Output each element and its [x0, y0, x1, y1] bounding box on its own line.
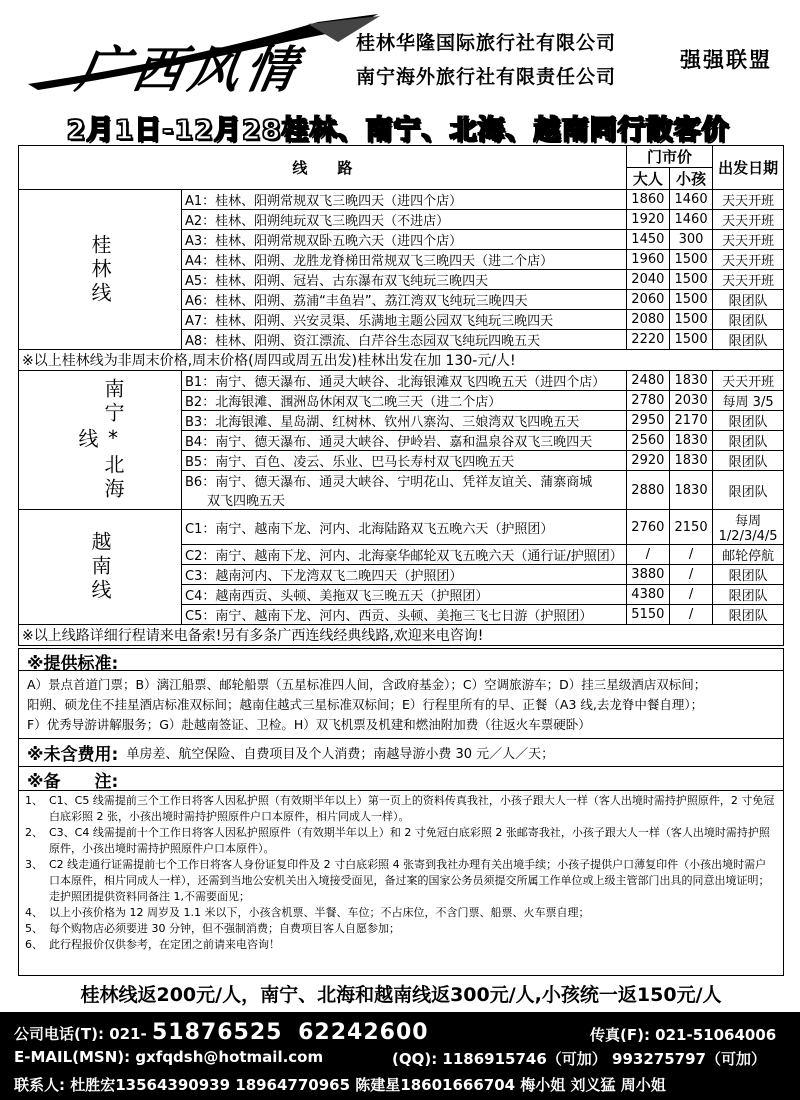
date-cell: 天天开班 [713, 270, 784, 290]
date-cell: 限团队 [713, 411, 784, 431]
routes-body [19, 190, 784, 646]
child-cell: 2170 [669, 411, 712, 431]
logo [18, 12, 388, 99]
company-name-1: 桂林华隆国际旅行社有限公司 [356, 32, 617, 54]
date-cell: 天天开班 [713, 371, 784, 391]
remark-text: C2 线走通行证需提前七个工作日将客人身份证复印件及 2 寸白底彩照 4 张寄到我社办理有关出境手续；小孩子提供户口薄复印件（小孩出境时需户口本原件，相片同成人一样），还需到当地公安机关出入境接受面见，备过案的国家公务员须提交所属工作单位或上级主管部门出具的同意出境证明；走护照团提供资料同备注 1,不需要面见； [49, 858, 770, 903]
adult-cell: 2040 [626, 270, 669, 290]
date-cell: 每周 3/5 [713, 391, 784, 411]
header [0, 0, 800, 100]
group-label: 桂林线 [19, 190, 182, 350]
remark-item [25, 921, 777, 937]
refund-line: 桂林线返200元/人，南宁、北海和越南线返300元/人,小孩统一返150元/人 [80, 984, 722, 1006]
route-text: C1：南宁、越南下龙、河内、北海陆路双飞五晚六天（护照团） [185, 521, 554, 537]
child-cell: 1500 [669, 330, 712, 350]
adult-cell: 2880 [626, 471, 669, 510]
phone-number-1: 51876525 [151, 1020, 283, 1045]
date-cell: 限团队 [713, 290, 784, 310]
adult-cell: 5150 [626, 605, 669, 625]
standards-line: 阳朔、硕龙住不挂星酒店标准双标间；越南住越式三星标准双标间；E）行程里所有的早、正餐（A3 线,去龙脊中餐自理）； [27, 697, 704, 712]
phone-label: 公司电话(T): [14, 1025, 104, 1043]
email-row [14, 1048, 323, 1066]
route-text-cont: 双飞四晚五天 [207, 494, 286, 509]
route-text: A2：桂林、阳朔纯玩双飞三晚四天（不进店） [185, 214, 450, 229]
route-text: B3：北海银滩、星岛湖、红树林、钦州八寨沟、三娘湾双飞四晚五天 [185, 415, 580, 430]
date-cell: 天天开班 [713, 210, 784, 230]
standards-section [18, 670, 784, 738]
date-cell: 天天开班 [713, 250, 784, 270]
route-text: A6：桂林、阳朔、荔浦“丰鱼岩”、荔江湾双飞纯玩三晚四天 [185, 294, 528, 309]
date-cell: 邮轮停航 [713, 545, 784, 565]
route-text: C2：南宁、越南下龙、河内、北海豪华邮轮双飞五晚六天（通行证/护照团） [185, 549, 623, 564]
remark-text: 此行程报价仅供参考，在定团之前请来电咨询！ [49, 938, 280, 951]
remarks-title: ※备 注: [27, 772, 119, 792]
note-row [19, 350, 784, 371]
adult-cell: / [626, 545, 669, 565]
date-cell: 天天开班 [713, 190, 784, 210]
remarks-list [19, 791, 783, 955]
col-date-header: 出发日期 [713, 146, 784, 190]
note-text: ※以上桂林线为非周末价格,周末价格(周四或周五出发)桂林出发在加 130-元/人! [19, 350, 784, 371]
route-cell [182, 545, 627, 565]
child-cell: 1460 [669, 210, 712, 230]
footer [0, 1012, 800, 1100]
route-text: A8：桂林、阳朔、资江漂流、白芹谷生态园双飞纯玩四晚五天 [185, 334, 541, 349]
remark-number: 5、 [25, 922, 43, 935]
adult-cell: 2480 [626, 371, 669, 391]
date-cell: 限团队 [713, 431, 784, 451]
note-text: ※以上线路详细行程请来电备索!另有多条广西连线经典线路,欢迎来电咨询! [19, 625, 784, 646]
child-cell: 1830 [669, 451, 712, 471]
qq-numbers: (QQ): 1186915746（可加） 993275797（可加） [392, 1050, 766, 1068]
route-cell [182, 330, 627, 350]
remark-number: 1、 [25, 794, 43, 807]
adult-cell: 2560 [626, 431, 669, 451]
adult-cell: 2060 [626, 290, 669, 310]
standards-title: ※提供标准: [27, 654, 119, 674]
table-row [19, 190, 784, 210]
date-cell: 限团队 [713, 310, 784, 330]
remark-text: C3、C4 线需提前十个工作日将客人因私护照原件（有效期半年以上）和 2 寸免冠白底彩照 2 张邮寄我社，小孩子跟大人一样（客人出境时需持护照原件，小孩出境时需持护照原件户口本原件）。 [49, 826, 770, 855]
standards-line: F）优秀导游讲解服务；G）赴越南签证、卫检。H）双飞机票及机建和燃油附加费（往返火车票硬卧） [27, 717, 591, 732]
logo-text: 广西风情 [72, 40, 307, 99]
date-cell: 限团队 [713, 605, 784, 625]
child-cell: 1500 [669, 250, 712, 270]
route-cell [182, 431, 627, 451]
adult-cell: 4380 [626, 585, 669, 605]
child-cell: 1830 [669, 471, 712, 510]
remark-number: 4、 [25, 906, 43, 919]
route-text: B6：南宁、德天瀑布、通灵大峡谷、宁明花山、凭祥友谊关、蒲寨商城 [185, 475, 593, 490]
route-cell [182, 471, 627, 510]
route-cell [182, 565, 627, 585]
route-cell [182, 230, 627, 250]
remark-item [25, 793, 777, 825]
col-child-header: 小孩 [669, 168, 712, 190]
title-banner [38, 108, 758, 144]
date-cell: 限团队 [713, 471, 784, 510]
date-cell: 限团队 [713, 565, 784, 585]
company-name-2: 南宁海外旅行社有限责任公司 [356, 66, 617, 88]
remark-item [25, 857, 777, 905]
date-cell: 天天开班 [713, 230, 784, 250]
remark-number: 2、 [25, 826, 43, 839]
child-cell: 1500 [669, 270, 712, 290]
route-cell [182, 510, 627, 545]
route-text: B1：南宁、德天瀑布、通灵大峡谷、北海银滩双飞四晚五天（进四个店） [185, 375, 606, 390]
contacts: 联系人: 杜胜宏13564390939 18964770965 陈建星18601666704 梅小姐 刘义猛 周小姐 [14, 1076, 666, 1094]
adult-cell: 3880 [626, 565, 669, 585]
remark-number: 3、 [25, 858, 43, 871]
remark-number: 6、 [25, 938, 43, 951]
remark-text: C1、C5 线需提前三个工作日将客人因私护照（有效期半年以上）第一页上的资料传真我社，小孩子跟大人一样（客人出境时需持护照原件，2 寸免冠白底彩照 2 张，小孩出境时需持护照原件户口本原件，相片同成人一样）。 [49, 794, 775, 823]
route-cell [182, 391, 627, 411]
child-cell: / [669, 605, 712, 625]
child-cell: 300 [669, 230, 712, 250]
fax: 传真(F): 021-51064006 [590, 1026, 777, 1044]
date-cell: 每周 1/2/3/4/5 [713, 510, 784, 545]
email-address: gxfqdsh@hotmail.com [135, 1048, 324, 1066]
table-row [19, 510, 784, 545]
child-cell: 1460 [669, 190, 712, 210]
adult-cell: 2780 [626, 391, 669, 411]
remarks-title-row [18, 766, 784, 790]
route-cell [182, 210, 627, 230]
phone-prefix: 021- [109, 1025, 147, 1043]
route-text: A4：桂林、阳朔、龙胜龙脊梯田常规双飞三晚四天（进二个店） [185, 254, 554, 269]
route-text: C4：越南西贡、头顿、美拖双飞三晚五天（护照团） [185, 589, 489, 604]
remark-text: 每个购物店必须要进 30 分钟，但不强制消费；自费项目客人自愿参加； [49, 922, 400, 935]
col-price-header: 门市价 [626, 146, 712, 168]
note-row [19, 625, 784, 646]
route-cell [182, 290, 627, 310]
date-cell: 限团队 [713, 585, 784, 605]
child-cell: / [669, 565, 712, 585]
adult-cell: 1960 [626, 250, 669, 270]
email-label: E-MAIL(MSN): [14, 1048, 131, 1066]
banner-title: 2月1日-12月28桂林、南宁、北海、越南同行散客价 [66, 115, 730, 146]
route-cell [182, 411, 627, 431]
route-cell [182, 190, 627, 210]
child-cell: 1500 [669, 310, 712, 330]
remarks-section [18, 790, 784, 976]
alliance-label: 强强联盟 [680, 48, 772, 72]
route-text: B4：南宁、德天瀑布、通灵大峡谷、伊岭岩、嘉和温泉谷双飞三晚四天 [185, 435, 593, 450]
col-route-header: 线 路 [19, 146, 627, 190]
child-cell: 2030 [669, 391, 712, 411]
child-cell: 1830 [669, 431, 712, 451]
route-text: A3：桂林、阳朔常规双卧五晚六天（进四个店） [185, 234, 463, 249]
phone-number-2: 62242600 [298, 1020, 429, 1045]
child-cell: / [669, 545, 712, 565]
child-cell: 1830 [669, 371, 712, 391]
adult-cell: 1920 [626, 210, 669, 230]
remark-item [25, 937, 777, 953]
route-text: B5：南宁、百色、凌云、乐业、巴马长寿村双飞四晚五天 [185, 455, 515, 470]
adult-cell: 2220 [626, 330, 669, 350]
route-cell [182, 310, 627, 330]
route-cell [182, 250, 627, 270]
date-cell: 限团队 [713, 330, 784, 350]
remark-text: 以上小孩价格为 12 周岁及 1.1 米以下，小孩含机票、半餐、车位；不占床位，不含门票、船票、火车票自理； [49, 906, 590, 919]
adult-cell: 2920 [626, 451, 669, 471]
adult-cell: 2950 [626, 411, 669, 431]
adult-cell: 2080 [626, 310, 669, 330]
child-cell: / [669, 585, 712, 605]
date-cell: 限团队 [713, 451, 784, 471]
standards-line: A）景点首道门票；B）漓江船票、邮轮船票（五星标准四人间，含政府基金）；C）空调旅游车；D）挂三星级酒店双标间； [27, 677, 707, 692]
adult-cell: 2760 [626, 510, 669, 545]
child-cell: 2150 [669, 510, 712, 545]
route-text: C3：越南河内、下龙湾双飞二晚四天（护照团） [185, 569, 463, 584]
route-text: A7：桂林、阳朔、兴安灵渠、乐满地主题公园双飞纯玩三晚四天 [185, 314, 554, 329]
route-cell [182, 451, 627, 471]
remark-item [25, 825, 777, 857]
phone-row [14, 1020, 429, 1045]
route-cell [182, 270, 627, 290]
fees-title: ※未含费用: [27, 745, 119, 765]
route-cell [182, 605, 627, 625]
routes-table [18, 145, 784, 646]
adult-cell: 1450 [626, 230, 669, 250]
route-text: B2：北海银滩、涠洲岛休闲双飞二晚三天（进二个店） [185, 395, 502, 410]
remark-item [25, 905, 777, 921]
route-text: C5：南宁、越南下龙、河内、西贡、头顿、美拖三飞七日游（护照团） [185, 609, 593, 624]
route-text: A1：桂林、阳朔常规双飞三晚四天（进四个店） [185, 194, 463, 209]
col-adult-header: 大人 [626, 168, 669, 190]
group-label: 南宁*北海线 [19, 371, 182, 510]
route-text: A5：桂林、阳朔、冠岩、古东瀑布双飞纯玩三晚四天 [185, 274, 489, 289]
adult-cell: 1860 [626, 190, 669, 210]
route-cell [182, 585, 627, 605]
standards-title-row [18, 648, 784, 674]
table-row [19, 371, 784, 391]
fees-text: 单房差、航空保险、自费项目及个人消费；南越导游小费 30 元／人／天； [126, 747, 555, 762]
routes-table-wrap [18, 145, 784, 646]
fees-section [18, 738, 784, 766]
child-cell: 1500 [669, 290, 712, 310]
group-label: 越南线 [19, 510, 182, 625]
route-cell [182, 371, 627, 391]
